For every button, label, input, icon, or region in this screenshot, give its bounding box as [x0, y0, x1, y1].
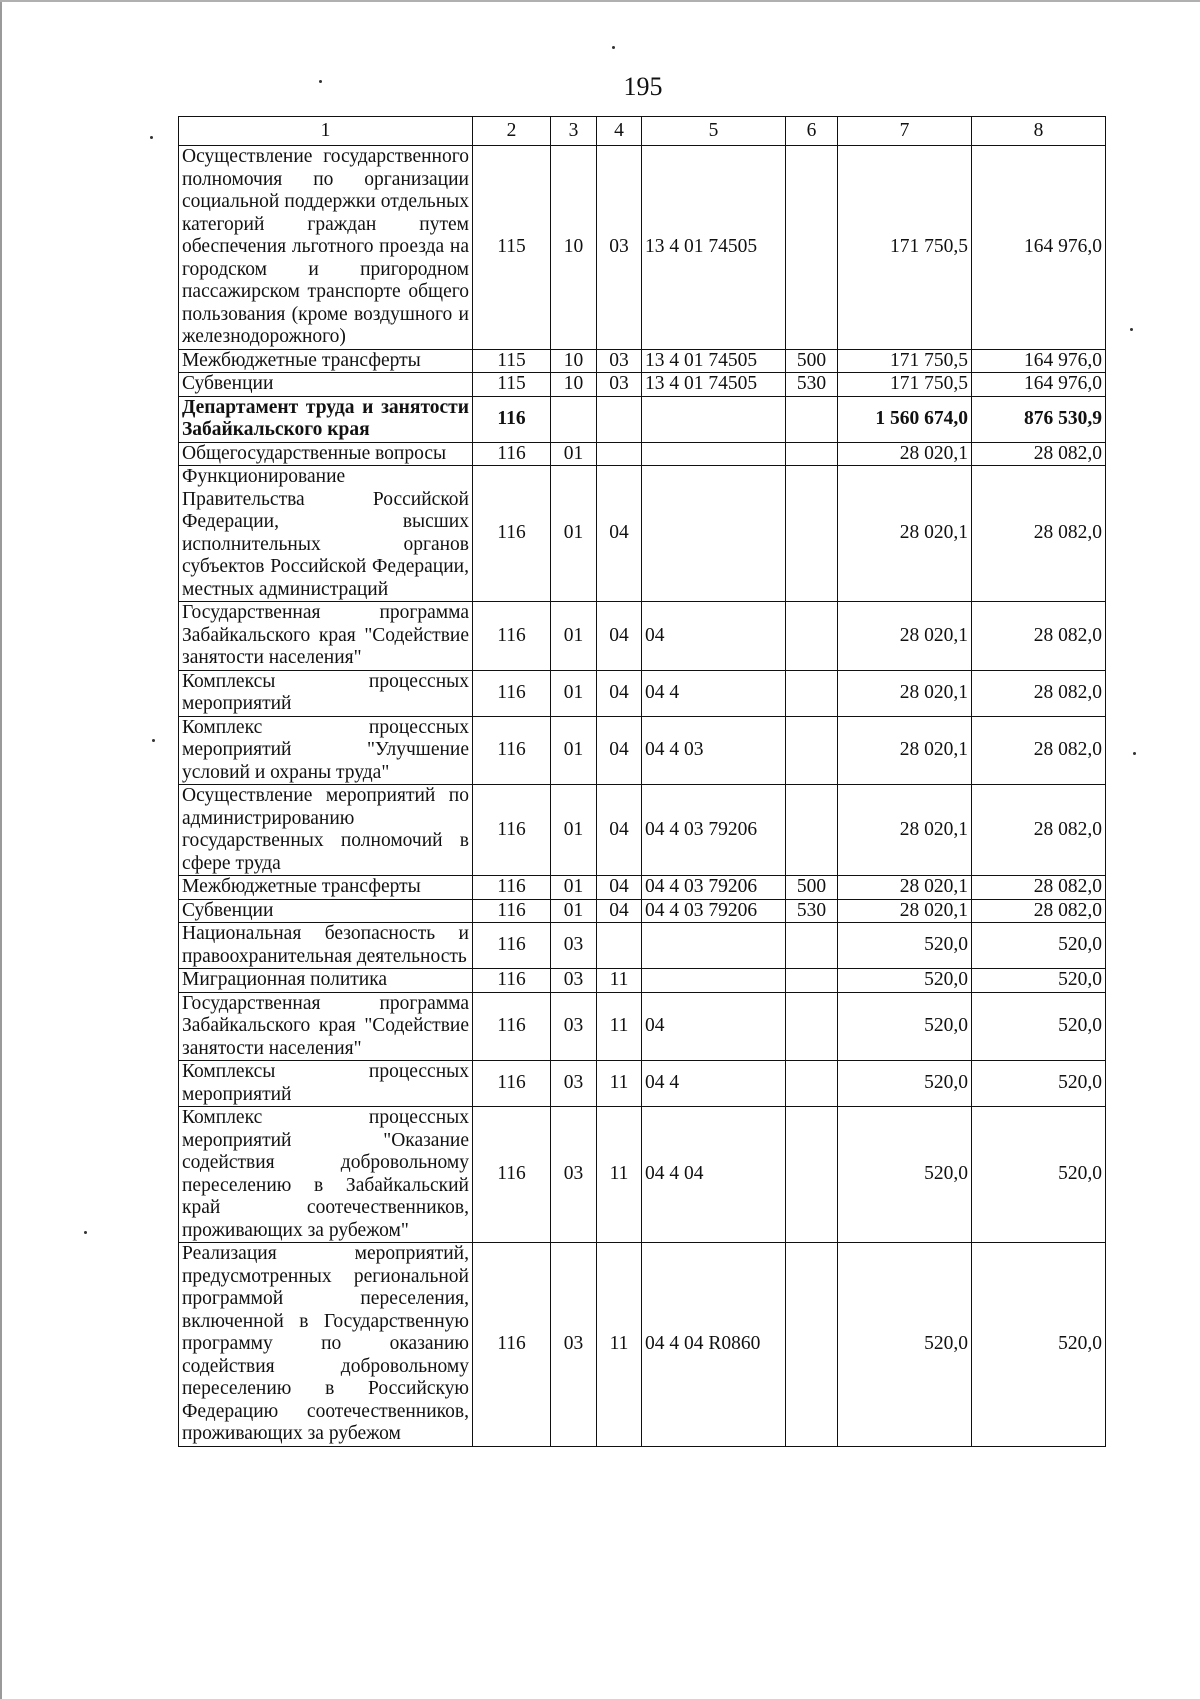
row-csr: 04 4 03	[642, 716, 786, 785]
row-name: Субвенции	[179, 373, 473, 397]
row-code: 116	[473, 1243, 551, 1447]
table-header-row	[179, 117, 1106, 146]
row-razdel	[551, 396, 597, 442]
row-razdel: 01	[551, 602, 597, 671]
row-vr	[786, 1243, 838, 1447]
row-sum2: 28 082,0	[972, 602, 1106, 671]
row-sum1: 171 750,5	[838, 349, 972, 373]
row-vr	[786, 785, 838, 876]
row-sum2: 164 976,0	[972, 349, 1106, 373]
column-header: 3	[551, 117, 597, 146]
row-razdel: 01	[551, 466, 597, 602]
row-sum1: 520,0	[838, 1107, 972, 1243]
row-vr: 530	[786, 373, 838, 397]
row-podrazdel	[597, 923, 642, 969]
scan-edge-left	[0, 0, 2, 1699]
row-podrazdel: 04	[597, 466, 642, 602]
row-podrazdel: 11	[597, 992, 642, 1061]
row-razdel: 03	[551, 923, 597, 969]
row-code: 115	[473, 373, 551, 397]
row-sum1: 28 020,1	[838, 899, 972, 923]
row-podrazdel	[597, 396, 642, 442]
row-sum2: 520,0	[972, 1061, 1106, 1107]
row-csr: 04	[642, 992, 786, 1061]
row-sum1: 1 560 674,0	[838, 396, 972, 442]
row-sum2: 28 082,0	[972, 442, 1106, 466]
column-header: 8	[972, 117, 1106, 146]
table-row	[179, 899, 1106, 923]
row-code: 116	[473, 923, 551, 969]
row-name: Комплекс процессных мероприятий "Оказание содействия добровольному переселению в Забайкальский край соотечественников, проживающих за рубежом"	[179, 1107, 473, 1243]
row-razdel: 03	[551, 1107, 597, 1243]
row-podrazdel: 11	[597, 1243, 642, 1447]
row-code: 116	[473, 899, 551, 923]
row-razdel: 03	[551, 992, 597, 1061]
scan-speck	[84, 1231, 87, 1234]
row-sum1: 28 020,1	[838, 785, 972, 876]
row-sum2: 520,0	[972, 969, 1106, 993]
row-vr	[786, 923, 838, 969]
row-vr	[786, 146, 838, 350]
row-name: Функционирование Правительства Российской Федерации, высших исполнительных органов субъектов Российской Федерации, местных администраций	[179, 466, 473, 602]
row-sum2: 520,0	[972, 1107, 1106, 1243]
scan-speck	[612, 46, 615, 49]
row-name: Миграционная политика	[179, 969, 473, 993]
row-code: 115	[473, 146, 551, 350]
table-row	[179, 349, 1106, 373]
row-podrazdel: 04	[597, 876, 642, 900]
row-razdel: 03	[551, 969, 597, 993]
table-row	[179, 670, 1106, 716]
row-sum1: 520,0	[838, 1243, 972, 1447]
table-row	[179, 785, 1106, 876]
row-sum1: 520,0	[838, 969, 972, 993]
row-sum2: 520,0	[972, 1243, 1106, 1447]
row-sum1: 28 020,1	[838, 466, 972, 602]
row-vr: 500	[786, 876, 838, 900]
table-row	[179, 923, 1106, 969]
row-name: Межбюджетные трансферты	[179, 349, 473, 373]
row-vr	[786, 716, 838, 785]
scan-edge-top	[0, 0, 1200, 2]
row-name: Осуществление государственного полномочия по организации социальной поддержки отдельных категорий граждан путем обеспечения льготного проезда на городском и пригородном пассажирском транспорте общего пользования (кроме воздушного и железнодорожного)	[179, 146, 473, 350]
row-sum2: 28 082,0	[972, 785, 1106, 876]
row-name: Государственная программа Забайкальского края "Содействие занятости населения"	[179, 602, 473, 671]
row-sum1: 520,0	[838, 1061, 972, 1107]
row-code: 116	[473, 876, 551, 900]
row-podrazdel: 04	[597, 670, 642, 716]
row-code: 116	[473, 992, 551, 1061]
row-podrazdel: 04	[597, 785, 642, 876]
row-vr	[786, 602, 838, 671]
row-razdel: 01	[551, 785, 597, 876]
row-podrazdel: 04	[597, 602, 642, 671]
row-name: Реализация мероприятий, предусмотренных региональной программой переселения, включенной в Государственную программу по оказанию содействия добровольному переселению в Российскую Федерацию соотечественников, проживающих за рубежом	[179, 1243, 473, 1447]
row-csr: 04 4	[642, 1061, 786, 1107]
row-vr: 500	[786, 349, 838, 373]
column-header: 1	[179, 117, 473, 146]
row-razdel: 03	[551, 1061, 597, 1107]
table-row	[179, 466, 1106, 602]
row-razdel: 01	[551, 876, 597, 900]
row-sum1: 28 020,1	[838, 876, 972, 900]
row-name: Комплексы процессных мероприятий	[179, 1061, 473, 1107]
table-row	[179, 442, 1106, 466]
row-code: 116	[473, 1107, 551, 1243]
row-name: Государственная программа Забайкальского края "Содействие занятости населения"	[179, 992, 473, 1061]
table-row	[179, 876, 1106, 900]
row-sum2: 520,0	[972, 923, 1106, 969]
row-csr: 04 4	[642, 670, 786, 716]
page-number: 195	[623, 72, 663, 101]
row-csr	[642, 396, 786, 442]
row-sum2: 28 082,0	[972, 716, 1106, 785]
row-code: 116	[473, 1061, 551, 1107]
row-vr: 530	[786, 899, 838, 923]
row-csr	[642, 923, 786, 969]
row-vr	[786, 969, 838, 993]
row-sum2: 520,0	[972, 992, 1106, 1061]
row-name: Национальная безопасность и правоохранительная деятельность	[179, 923, 473, 969]
column-header: 5	[642, 117, 786, 146]
column-header: 2	[473, 117, 551, 146]
row-csr: 13 4 01 74505	[642, 349, 786, 373]
table-row	[179, 1061, 1106, 1107]
row-sum2: 28 082,0	[972, 466, 1106, 602]
table-row	[179, 373, 1106, 397]
row-razdel: 03	[551, 1243, 597, 1447]
row-name: Межбюджетные трансферты	[179, 876, 473, 900]
row-csr: 04 4 03 79206	[642, 899, 786, 923]
row-podrazdel: 11	[597, 969, 642, 993]
row-podrazdel	[597, 442, 642, 466]
row-name: Субвенции	[179, 899, 473, 923]
row-vr	[786, 466, 838, 602]
row-code: 116	[473, 969, 551, 993]
row-podrazdel: 03	[597, 349, 642, 373]
row-sum2: 28 082,0	[972, 899, 1106, 923]
row-csr	[642, 969, 786, 993]
row-name: Комплексы процессных мероприятий	[179, 670, 473, 716]
table-row	[179, 992, 1106, 1061]
row-name: Осуществление мероприятий по администрированию государственных полномочий в сфере труда	[179, 785, 473, 876]
row-code: 116	[473, 785, 551, 876]
row-vr	[786, 1107, 838, 1243]
row-sum2: 164 976,0	[972, 373, 1106, 397]
table-row	[179, 716, 1106, 785]
row-razdel: 10	[551, 373, 597, 397]
row-csr: 13 4 01 74505	[642, 146, 786, 350]
row-podrazdel: 04	[597, 899, 642, 923]
row-sum1: 171 750,5	[838, 373, 972, 397]
row-podrazdel: 03	[597, 146, 642, 350]
row-podrazdel: 03	[597, 373, 642, 397]
column-header: 6	[786, 117, 838, 146]
row-code: 116	[473, 716, 551, 785]
row-podrazdel: 11	[597, 1107, 642, 1243]
row-csr: 04	[642, 602, 786, 671]
row-razdel: 01	[551, 670, 597, 716]
row-vr	[786, 1061, 838, 1107]
scan-speck	[1130, 328, 1133, 331]
table-row-department	[179, 396, 1106, 442]
row-sum2: 28 082,0	[972, 876, 1106, 900]
row-name: Департамент труда и занятости Забайкальского края	[179, 396, 473, 442]
row-sum1: 520,0	[838, 923, 972, 969]
row-code: 116	[473, 396, 551, 442]
column-header: 4	[597, 117, 642, 146]
row-csr: 04 4 04	[642, 1107, 786, 1243]
row-razdel: 10	[551, 146, 597, 350]
row-code: 116	[473, 602, 551, 671]
row-sum2: 164 976,0	[972, 146, 1106, 350]
row-csr	[642, 466, 786, 602]
row-code: 116	[473, 466, 551, 602]
row-vr	[786, 442, 838, 466]
row-razdel: 01	[551, 716, 597, 785]
row-razdel: 01	[551, 899, 597, 923]
row-csr	[642, 442, 786, 466]
row-sum1: 28 020,1	[838, 670, 972, 716]
row-name: Общегосударственные вопросы	[179, 442, 473, 466]
table-row	[179, 146, 1106, 350]
row-code: 116	[473, 670, 551, 716]
row-csr: 04 4 04 R0860	[642, 1243, 786, 1447]
table-row	[179, 1107, 1106, 1243]
scan-speck	[319, 80, 322, 83]
row-vr	[786, 670, 838, 716]
row-vr	[786, 396, 838, 442]
table-row	[179, 602, 1106, 671]
scan-speck	[150, 136, 153, 139]
row-csr: 04 4 03 79206	[642, 785, 786, 876]
table-row	[179, 969, 1106, 993]
scan-speck	[1133, 752, 1136, 755]
row-podrazdel: 11	[597, 1061, 642, 1107]
row-razdel: 01	[551, 442, 597, 466]
row-code: 116	[473, 442, 551, 466]
budget-table	[178, 116, 1106, 1447]
row-podrazdel: 04	[597, 716, 642, 785]
row-sum2: 876 530,9	[972, 396, 1106, 442]
row-name: Комплекс процессных мероприятий "Улучшение условий и охраны труда"	[179, 716, 473, 785]
row-sum1: 28 020,1	[838, 602, 972, 671]
row-sum1: 28 020,1	[838, 716, 972, 785]
row-csr: 13 4 01 74505	[642, 373, 786, 397]
column-header: 7	[838, 117, 972, 146]
row-sum1: 520,0	[838, 992, 972, 1061]
row-vr	[786, 992, 838, 1061]
row-sum1: 171 750,5	[838, 146, 972, 350]
row-sum1: 28 020,1	[838, 442, 972, 466]
row-code: 115	[473, 349, 551, 373]
scan-speck	[152, 739, 155, 742]
table-row	[179, 1243, 1106, 1447]
row-razdel: 10	[551, 349, 597, 373]
row-sum2: 28 082,0	[972, 670, 1106, 716]
row-csr: 04 4 03 79206	[642, 876, 786, 900]
